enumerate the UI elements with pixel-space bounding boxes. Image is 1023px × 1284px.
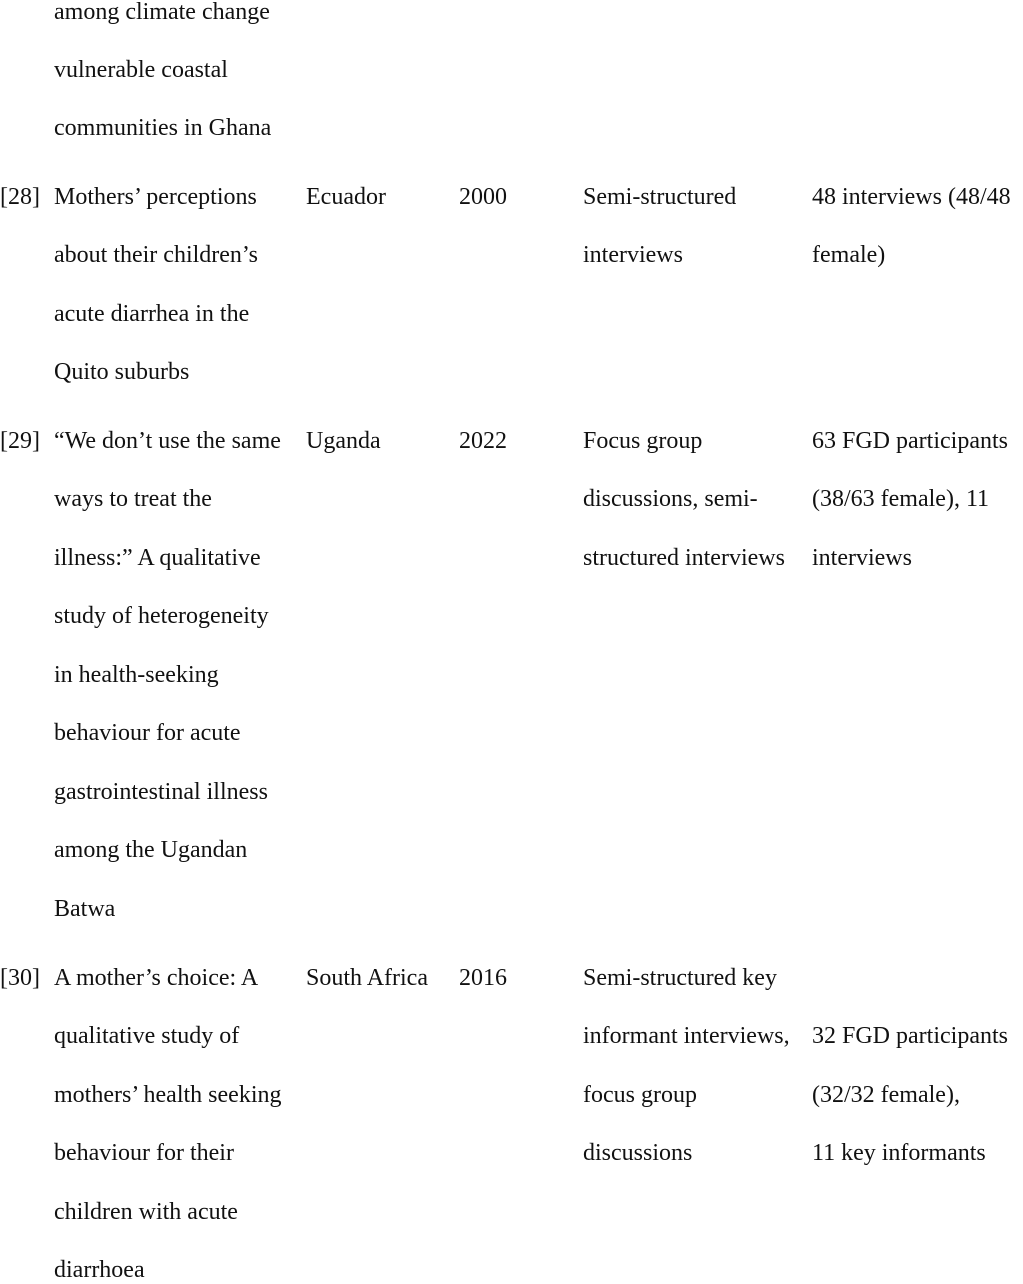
sample-line: female): [812, 242, 886, 268]
method-line: structured interviews: [583, 545, 785, 571]
title-line: behaviour for their: [54, 1140, 234, 1166]
title-line: among climate change: [54, 0, 270, 25]
title-line: Mothers’ perceptions: [54, 184, 257, 210]
title-line: communities in Ghana: [54, 115, 272, 141]
title-line: in health-seeking: [54, 662, 219, 688]
title-line: ways to treat the: [54, 486, 212, 512]
title-line: gastrointestinal illness: [54, 779, 268, 805]
title-line: behaviour for acute: [54, 720, 241, 746]
title-line: “We don’t use the same: [54, 428, 281, 454]
title-line: qualitative study of: [54, 1023, 240, 1049]
title-line: children with acute: [54, 1199, 238, 1225]
sample-line: 32 FGD participants: [812, 1023, 1008, 1049]
title-line: diarrhoea: [54, 1257, 145, 1283]
reference-number: [28]: [0, 184, 40, 210]
title-line: among the Ugandan: [54, 837, 248, 863]
sample-line: (38/63 female), 11: [812, 486, 990, 512]
sample-line: interviews: [812, 545, 912, 571]
method-line: discussions: [583, 1140, 693, 1166]
title-line: Quito suburbs: [54, 359, 190, 385]
title-line: Batwa: [54, 896, 116, 922]
reference-number: [30]: [0, 965, 40, 991]
year-cell: 2000: [459, 184, 507, 210]
sample-line: (32/32 female),: [812, 1082, 960, 1108]
method-line: focus group: [583, 1082, 697, 1108]
method-line: Focus group: [583, 428, 703, 454]
title-line: illness:” A qualitative: [54, 545, 261, 571]
title-line: A mother’s choice: A: [54, 965, 259, 991]
country-cell: Uganda: [306, 428, 381, 454]
country-cell: South Africa: [306, 965, 428, 991]
title-line: study of heterogeneity: [54, 603, 269, 629]
country-cell: Ecuador: [306, 184, 386, 210]
year-cell: 2022: [459, 428, 507, 454]
title-line: mothers’ health seeking: [54, 1082, 282, 1108]
method-line: discussions, semi-: [583, 486, 758, 512]
sample-line: 63 FGD participants: [812, 428, 1008, 454]
title-line: acute diarrhea in the: [54, 301, 250, 327]
method-line: informant interviews,: [583, 1023, 790, 1049]
year-cell: 2016: [459, 965, 507, 991]
method-line: Semi-structured: [583, 184, 737, 210]
method-line: interviews: [583, 242, 683, 268]
sample-line: 11 key informants: [812, 1140, 986, 1166]
reference-number: [29]: [0, 428, 40, 454]
method-line: Semi-structured key: [583, 965, 777, 991]
sample-line: 48 interviews (48/48: [812, 184, 1011, 210]
title-line: about their children’s: [54, 242, 258, 268]
title-line: vulnerable coastal: [54, 57, 228, 83]
